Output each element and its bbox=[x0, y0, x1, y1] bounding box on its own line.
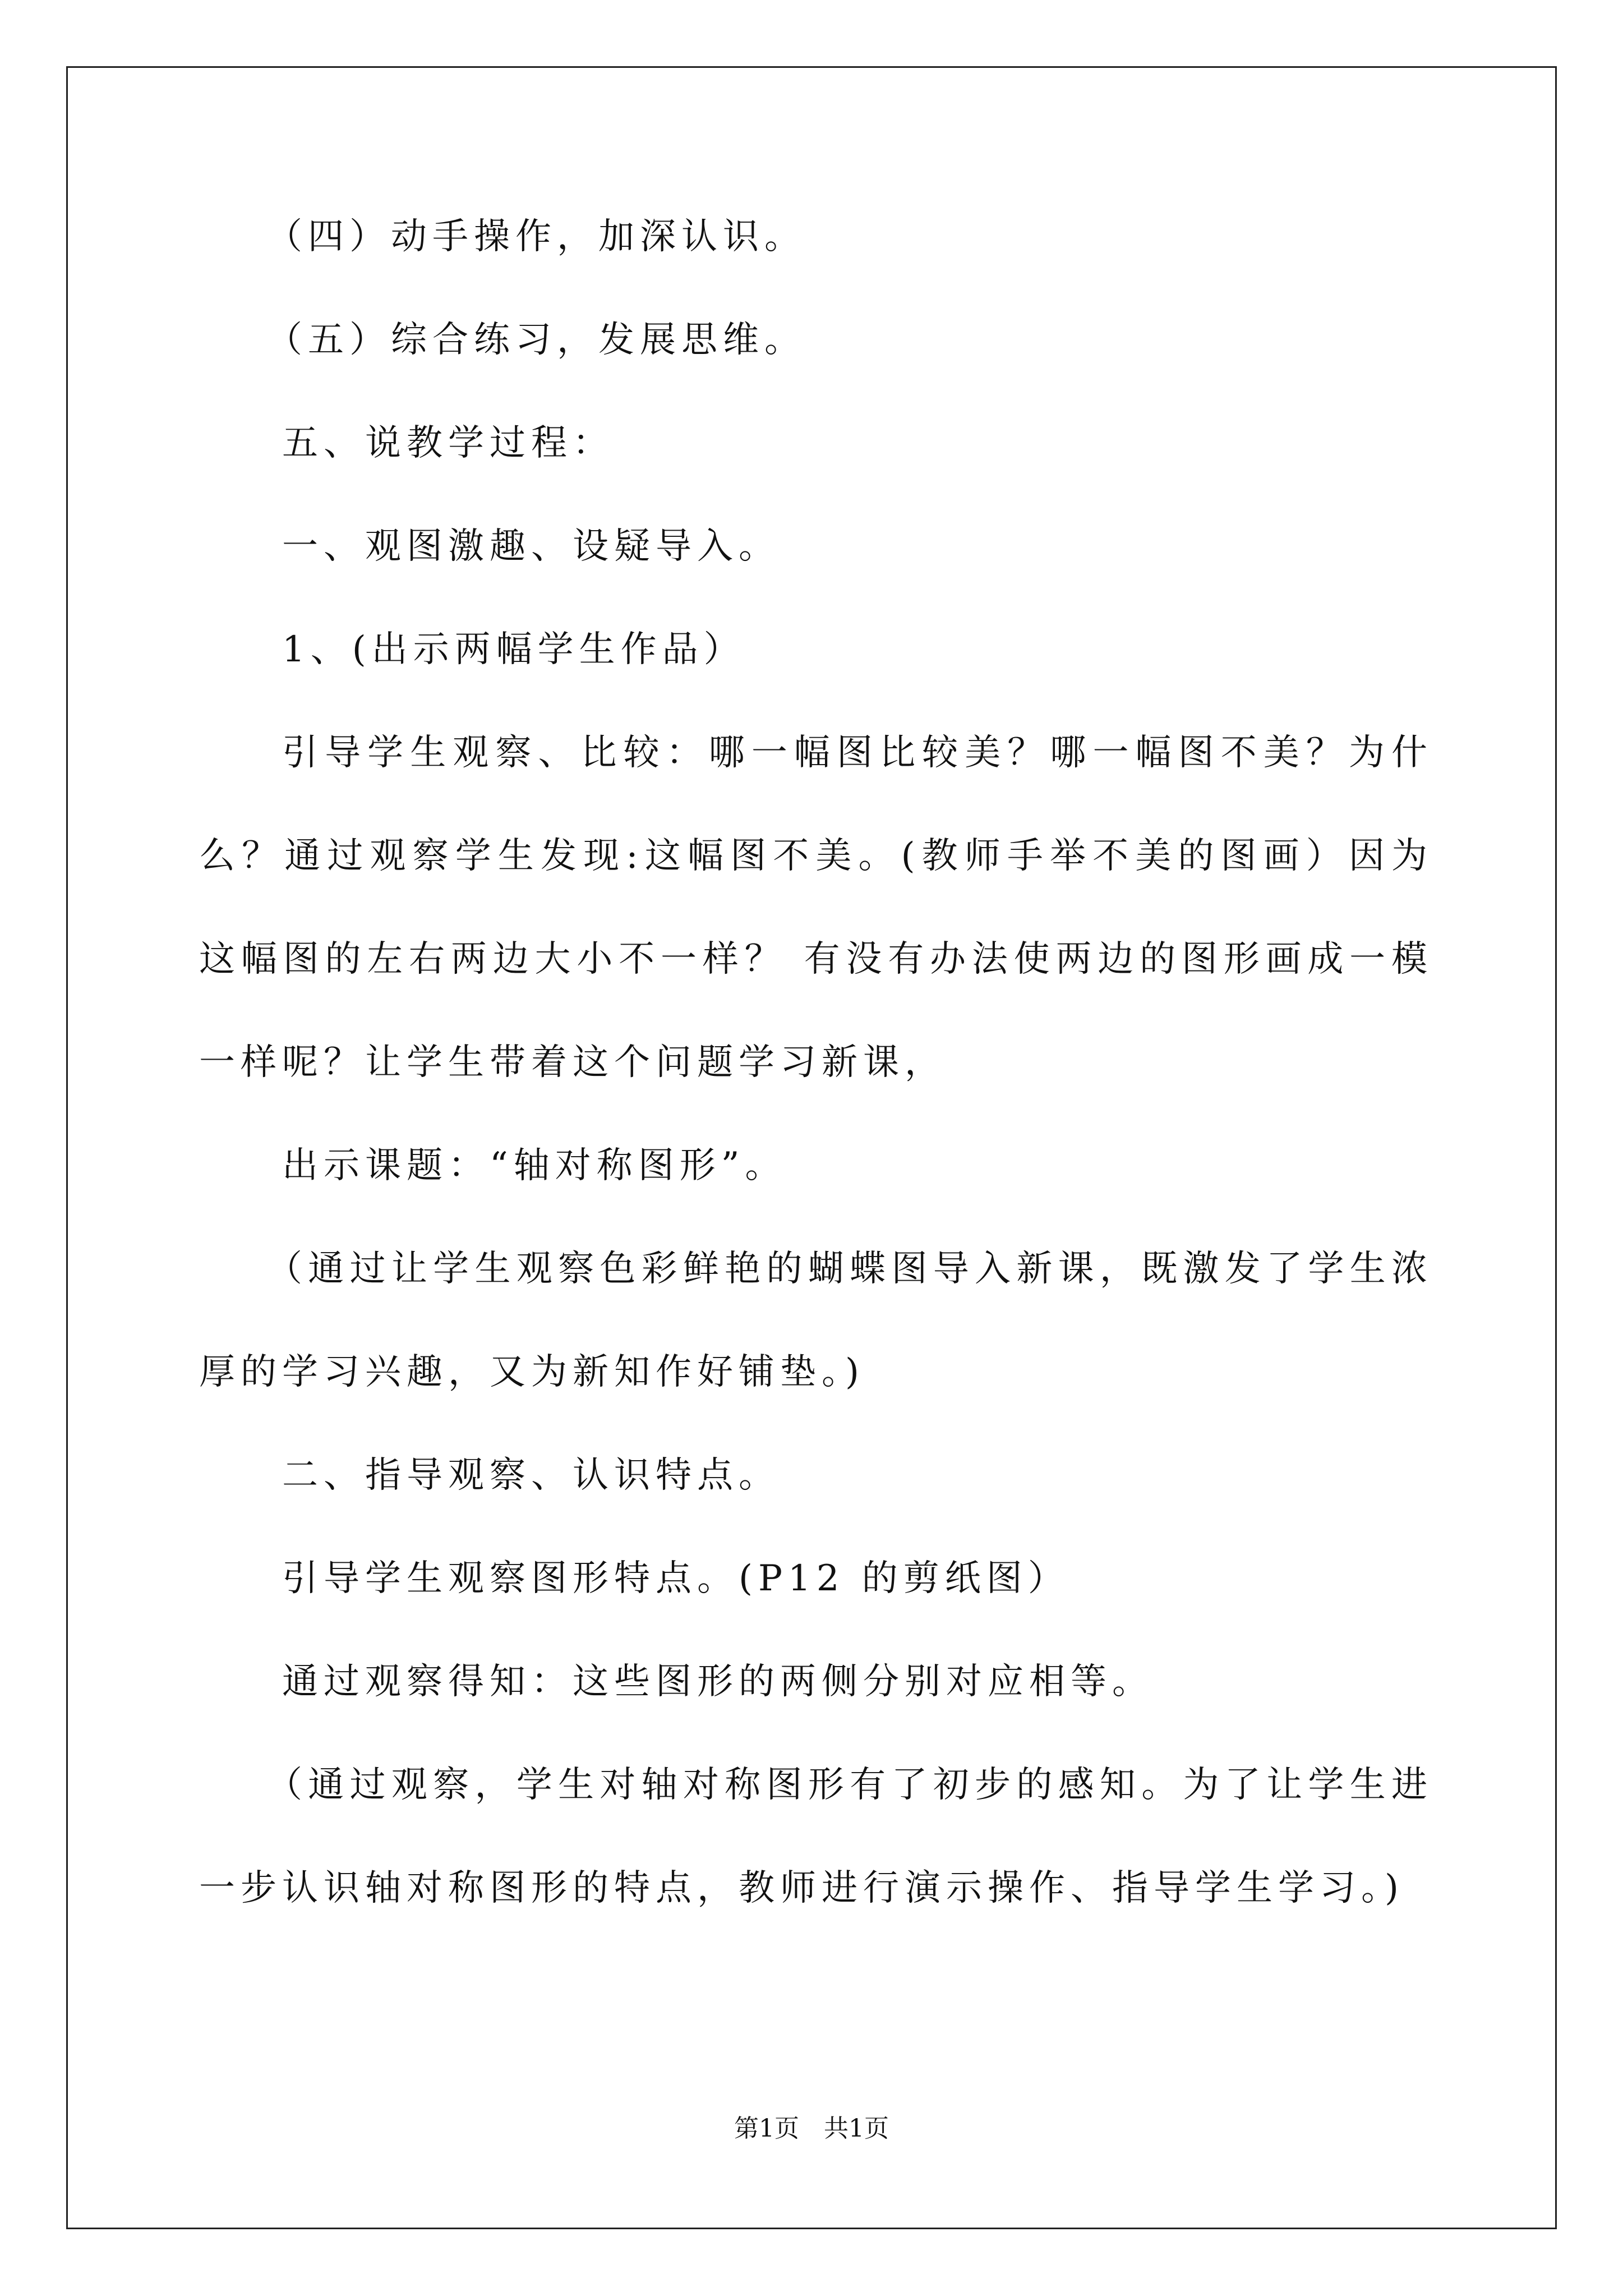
paragraph-8: （通过让学生观察色彩鲜艳的蝴蝶图导入新课，既激发了学生浓厚的学习兴趣，又为新知作好铺垫。) bbox=[199, 1248, 1433, 1393]
paragraph-5: 1、(出示两幅学生作品） bbox=[282, 629, 745, 670]
paragraph-3: 五、说教学过程： bbox=[282, 422, 614, 464]
page-footer: 第1页 共1页 bbox=[734, 2114, 889, 2143]
paragraph-7: 出示课题：“轴对称图形”。 bbox=[282, 1145, 787, 1186]
paragraph-1: （四）动手操作，加深认识。 bbox=[266, 216, 806, 257]
paragraph-2: （五）综合练习，发展思维。 bbox=[266, 319, 806, 361]
paragraph-10: 引导学生观察图形特点。(P12 的剪纸图） bbox=[282, 1558, 1069, 1599]
paragraph-12: （通过观察，学生对轴对称图形有了初步的感知。为了让学生进一步认识轴对称图形的特点，教师进行演示操作、指导学生学习。) bbox=[199, 1764, 1433, 1909]
document-body bbox=[199, 185, 1433, 1940]
paragraph-4: 一、观图激趣、设疑导入。 bbox=[282, 526, 780, 567]
paragraph-11: 通过观察得知：这些图形的两侧分别对应相等。 bbox=[282, 1661, 1154, 1703]
paragraph-6: 引导学生观察、比较：哪一幅图比较美？哪一幅图不美？为什么？通过观察学生发现:这幅图不美。(教师手举不美的图画）因为这幅图的左右两边大小不一样？ 有没有办法使两边的图形画成一模一样呢？让学生带着这个问题学习新课， bbox=[199, 732, 1433, 1083]
paragraph-9: 二、指导观察、认识特点。 bbox=[282, 1455, 780, 1496]
